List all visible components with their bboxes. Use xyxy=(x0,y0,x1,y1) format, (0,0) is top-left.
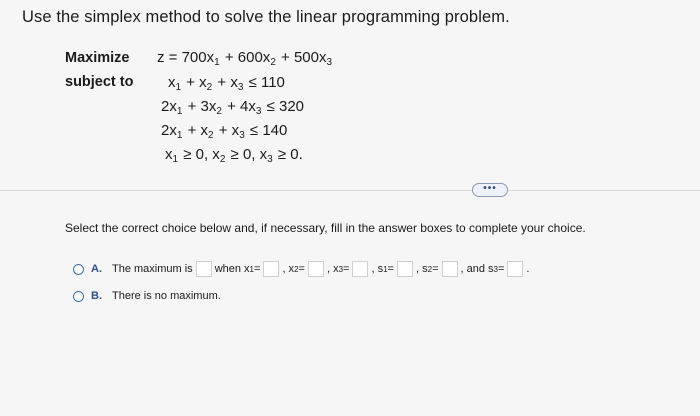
nonnegativity-constraints: $x_1 \ge 0$, $x_2 \ge 0$, $x_3 \ge 0$. xyxy=(165,146,303,165)
radio-b[interactable] xyxy=(73,291,84,302)
choice-b-text: There is no maximum. xyxy=(112,290,221,302)
s1-input[interactable] xyxy=(397,261,413,277)
x1-input[interactable] xyxy=(263,261,279,277)
choice-a-text: The maximum is xyxy=(112,263,193,275)
s3-input[interactable] xyxy=(507,261,523,277)
instruction-text: Select the correct choice below and, if necessary, fill in the answer boxes to complete your choice. xyxy=(65,221,586,235)
maximize-label: Maximize xyxy=(65,50,130,66)
objective-function: $z = 700x_1 + 600x_2 + 500x_3$ xyxy=(157,49,333,68)
radio-a[interactable] xyxy=(73,264,84,275)
constraint-3: $2x_1 + x_2 + x_3 \le 140$ xyxy=(161,122,288,141)
x3-input[interactable] xyxy=(352,261,368,277)
choice-a-letter: A. xyxy=(91,263,102,275)
maximum-input[interactable] xyxy=(196,261,212,277)
choice-b[interactable] xyxy=(73,290,221,302)
choice-a[interactable]: A. The maximum is when x 1 = , x 2 = , x 3 = , s 1 = , s 2 = , and s 3 = . xyxy=(73,261,529,277)
expand-more-button[interactable]: ••• xyxy=(472,183,508,197)
section-divider xyxy=(0,190,700,191)
constraint-2: $2x_1 + 3x_2 + 4x_3 \le 320$ xyxy=(161,98,305,117)
choice-b-letter: B. xyxy=(91,290,102,302)
constraint-1: $x_1 + x_2 + x_3 \le 110$ xyxy=(168,74,285,93)
x2-input[interactable] xyxy=(308,261,324,277)
problem-prompt: Use the simplex method to solve the linear programming problem. xyxy=(22,8,510,26)
s2-input[interactable] xyxy=(442,261,458,277)
subject-to-label: subject to xyxy=(65,74,134,90)
